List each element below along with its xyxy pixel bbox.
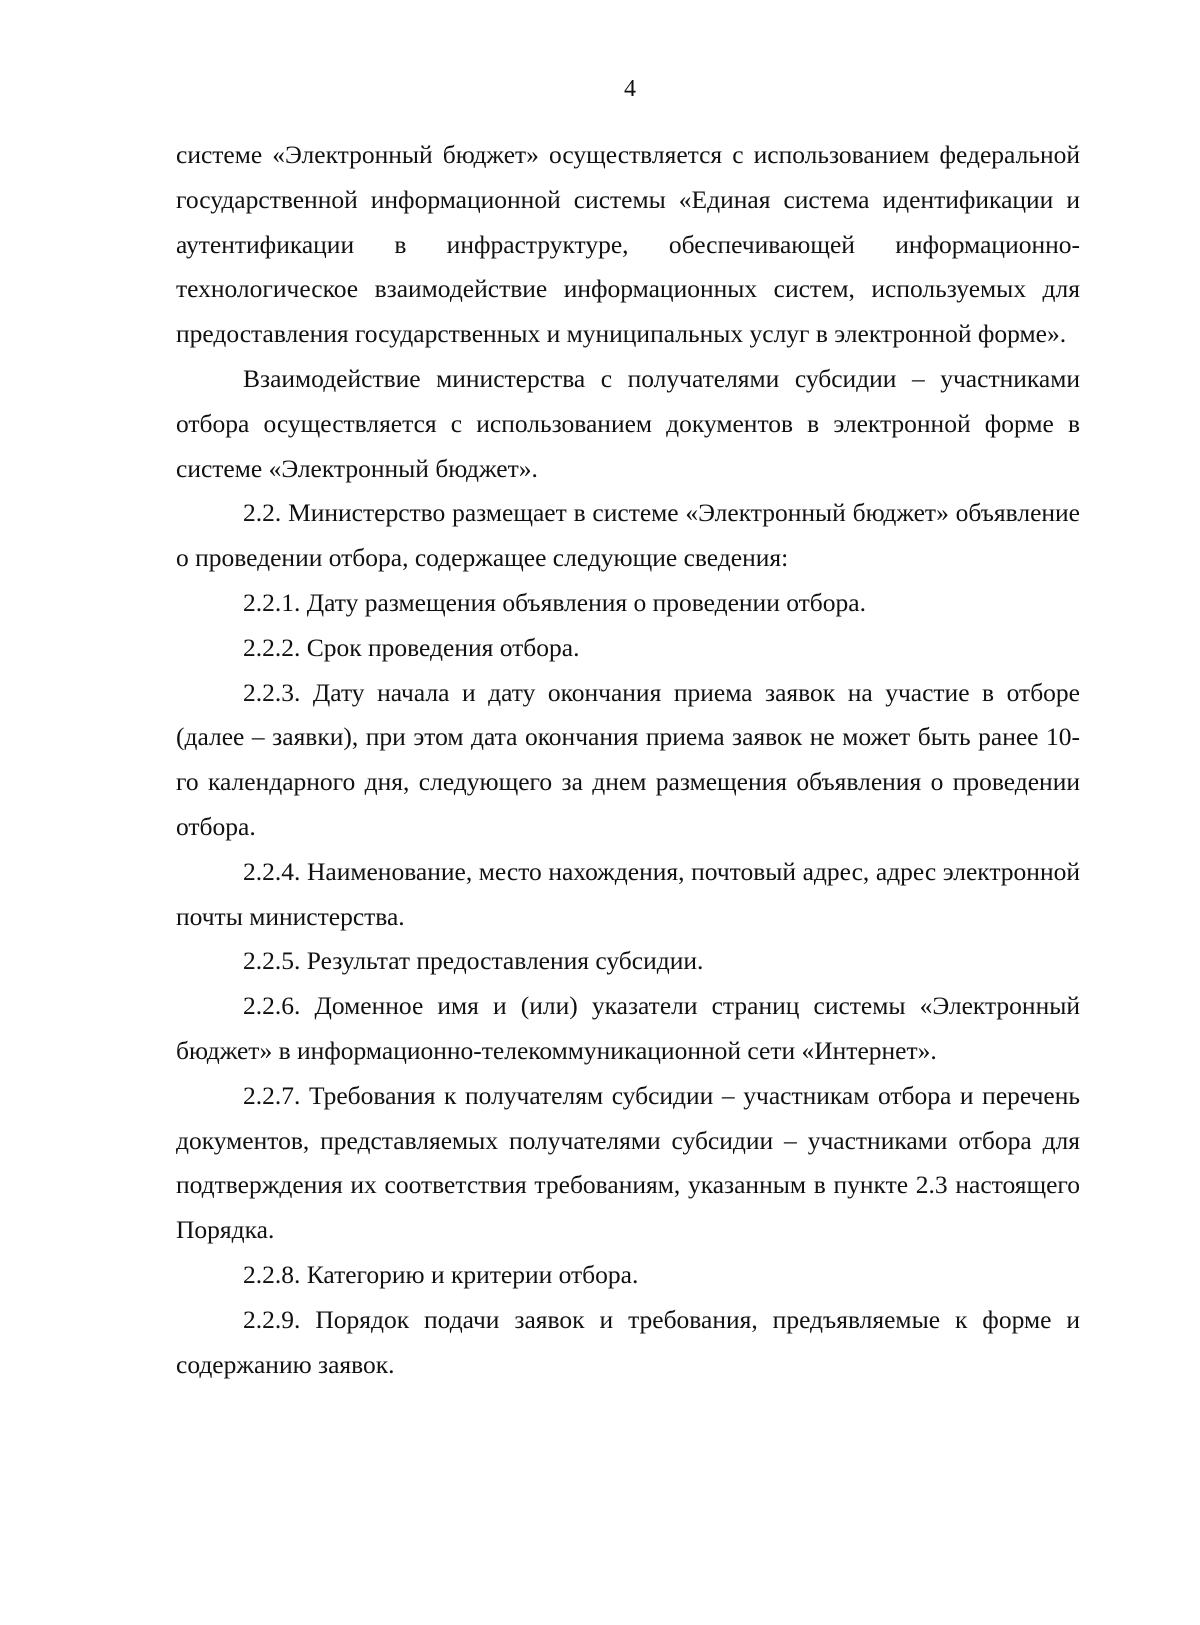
paragraph-2-2-5: 2.2.5. Результат предоставления субсидии. xyxy=(243,946,704,976)
paragraph-2-2-4: 2.2.4. Наименование, место нахождения, почтовый адрес, адрес электронной почты министерства. xyxy=(176,856,1080,931)
paragraph-2-2-9: 2.2.9. Порядок подачи заявок и требования, предъявляемые к форме и содержанию заявок. xyxy=(176,1304,1080,1379)
paragraph-2-2-2: 2.2.2. Срок проведения отбора. xyxy=(243,632,580,662)
paragraph-2-2-6: 2.2.6. Доменное имя и (или) указатели страниц системы «Электронный бюджет» в информационно-телекоммуникационной сети «Интернет». xyxy=(176,991,1080,1065)
paragraph-continuation: системе «Электронный бюджет» осуществляется с использованием федеральной государственной информационной системы «Единая система идентификации и аутентификации в инфраструктуре, обеспечивающей информационно-технологическое взаимодействие информационных систем, используемых для предоставления государственных и муниципальных услуг в электронной форме». xyxy=(176,140,1080,349)
page-number: 4 xyxy=(624,76,636,102)
paragraph-2-2: 2.2. Министерство размещает в системе «Электронный бюджет» объявление о проведении отбора, содержащее следующие сведения: xyxy=(176,498,1080,573)
paragraph-interaction: Взаимодействие министерства с получателями субсидии – участниками отбора осуществляется с использованием документов в электронной форме в системе «Электронный бюджет». xyxy=(176,363,1080,483)
paragraph-2-2-1: 2.2.1. Дату размещения объявления о проведении отбора. xyxy=(243,587,866,617)
document-body xyxy=(176,133,1080,1387)
paragraph-2-2-3: 2.2.3. Дату начала и дату окончания приема заявок на участие в отборе (далее – заявки), при этом дата окончания приема заявок не может быть ранее 10-го календарного дня, следующего за днем размещения объявления о проведении отбора. xyxy=(176,677,1080,841)
paragraph-2-2-7: 2.2.7. Требования к получателям субсидии – участникам отбора и перечень документов, представляемых получателями субсидии – участниками отбора для подтверждения их соответствия требованиям, указанным в пункте 2.3 настоящего Порядка. xyxy=(176,1080,1080,1245)
paragraph-2-2-8: 2.2.8. Категорию и критерии отбора. xyxy=(243,1259,639,1289)
